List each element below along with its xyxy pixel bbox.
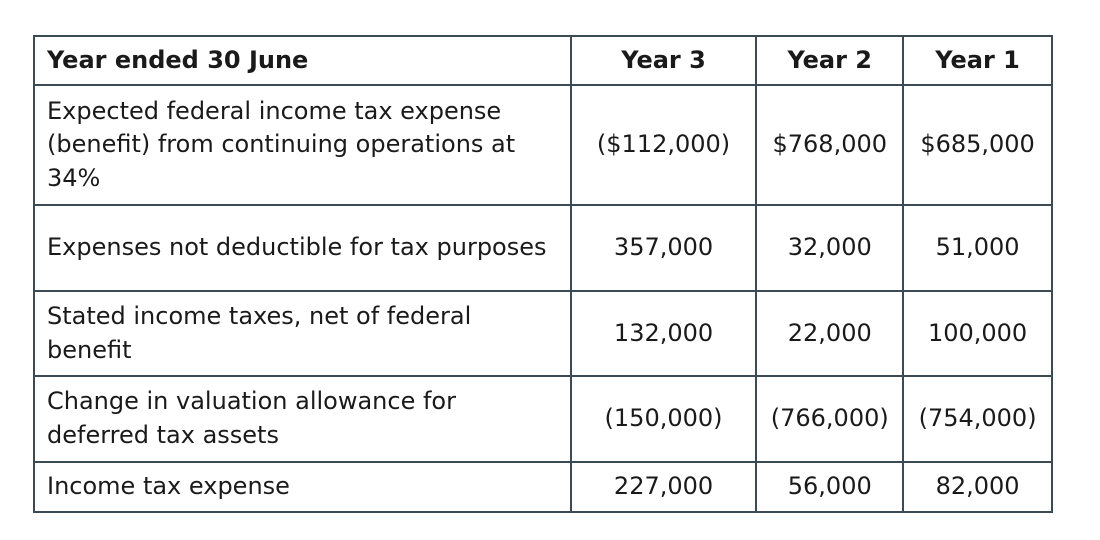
cell-value: 132,000 <box>571 291 757 376</box>
cell-value: (150,000) <box>571 376 757 462</box>
table-row <box>34 291 1052 376</box>
row-label-nondeductible-expenses: Expenses not deductible for tax purposes <box>34 205 571 291</box>
row-label-valuation-allowance: Change in valuation allowance for deferred tax assets <box>34 376 571 462</box>
cell-value: ($112,000) <box>571 85 757 205</box>
cell-value: 82,000 <box>903 462 1052 512</box>
table-row <box>34 85 1052 205</box>
cell-value: (754,000) <box>903 376 1052 462</box>
table-header-row <box>34 36 1052 85</box>
cell-value: 22,000 <box>756 291 903 376</box>
column-header-year-2: Year 2 <box>756 36 903 85</box>
income-tax-reconciliation-table <box>33 35 1053 513</box>
cell-value: 357,000 <box>571 205 757 291</box>
column-header-year-1: Year 1 <box>903 36 1052 85</box>
row-label-income-tax-expense: Income tax expense <box>34 462 571 512</box>
cell-value: (766,000) <box>756 376 903 462</box>
row-label-stated-income-taxes: Stated income taxes, net of federal benefit <box>34 291 571 376</box>
cell-value: 100,000 <box>903 291 1052 376</box>
table-row <box>34 205 1052 291</box>
cell-value: 32,000 <box>756 205 903 291</box>
table-row <box>34 376 1052 462</box>
column-header-year-3: Year 3 <box>571 36 757 85</box>
column-header-year-ended: Year ended 30 June <box>34 36 571 85</box>
cell-value: 227,000 <box>571 462 757 512</box>
cell-value: $685,000 <box>903 85 1052 205</box>
row-label-expected-federal-tax: Expected federal income tax expense (benefit) from continuing operations at 34% <box>34 85 571 205</box>
cell-value: 56,000 <box>756 462 903 512</box>
cell-value: 51,000 <box>903 205 1052 291</box>
table-row <box>34 462 1052 512</box>
cell-value: $768,000 <box>756 85 903 205</box>
